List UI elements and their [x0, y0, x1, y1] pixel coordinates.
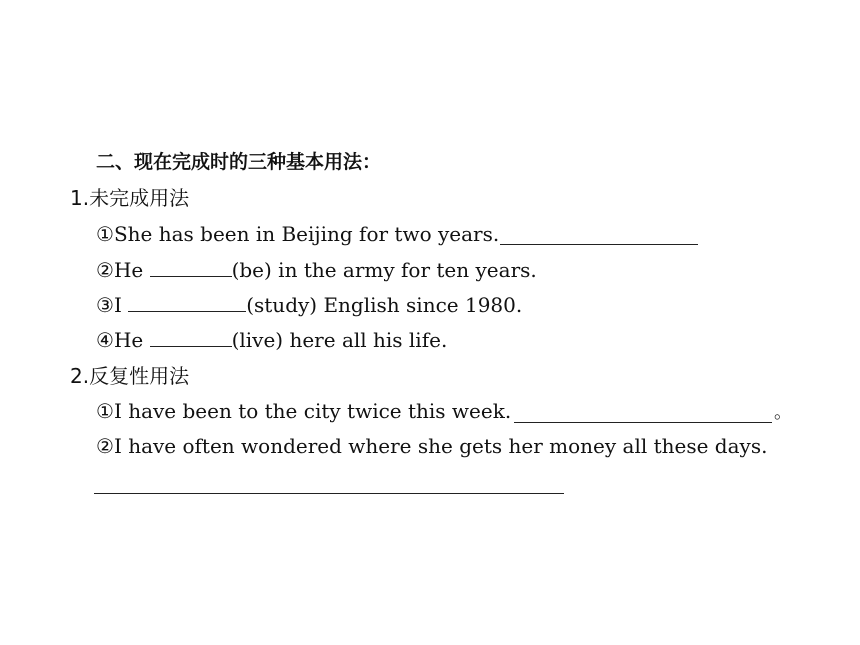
s1-item-4: [96, 326, 447, 354]
item-subject: He: [113, 328, 144, 352]
item-marker: ④: [96, 328, 114, 352]
item-subject: He: [113, 258, 144, 282]
item-marker: ①: [96, 222, 114, 246]
item-marker: ②: [96, 258, 114, 282]
item-sentence: I have been to the city twice this week.: [113, 399, 512, 423]
s1-item-3: [96, 291, 522, 319]
item-sentence: I have often wondered where she gets her money all these days.: [113, 434, 768, 458]
item-sentence: She has been in Beijing for two years.: [113, 222, 500, 246]
item-hint: (be) in the army for ten years.: [231, 258, 537, 282]
answer-blank-s1-2[interactable]: [150, 258, 232, 277]
s2-item-2: [96, 432, 767, 460]
item-marker: ③: [96, 293, 114, 317]
section1-title: 1.未完成用法: [70, 186, 190, 210]
answer-blank-s1-1[interactable]: [500, 243, 698, 245]
answer-blank-s2-1[interactable]: [514, 421, 772, 423]
sentence-end-mark: 。: [774, 402, 792, 423]
answer-blank-s2-2[interactable]: [94, 492, 564, 494]
s2-item-1: [96, 397, 511, 425]
item-hint: (study) English since 1980.: [246, 293, 523, 317]
answer-blank-s1-3[interactable]: [128, 293, 246, 312]
s1-item-2: [96, 256, 537, 284]
item-marker: ①: [96, 399, 114, 423]
s1-item-1: [96, 220, 499, 248]
item-marker: ②: [96, 434, 114, 458]
item-subject: I: [113, 293, 122, 317]
section-heading: 二、现在完成时的三种基本用法：: [96, 151, 382, 173]
item-hint: (live) here all his life.: [231, 328, 448, 352]
section2-title: 2.反复性用法: [70, 364, 190, 388]
answer-blank-s1-4[interactable]: [150, 328, 232, 347]
